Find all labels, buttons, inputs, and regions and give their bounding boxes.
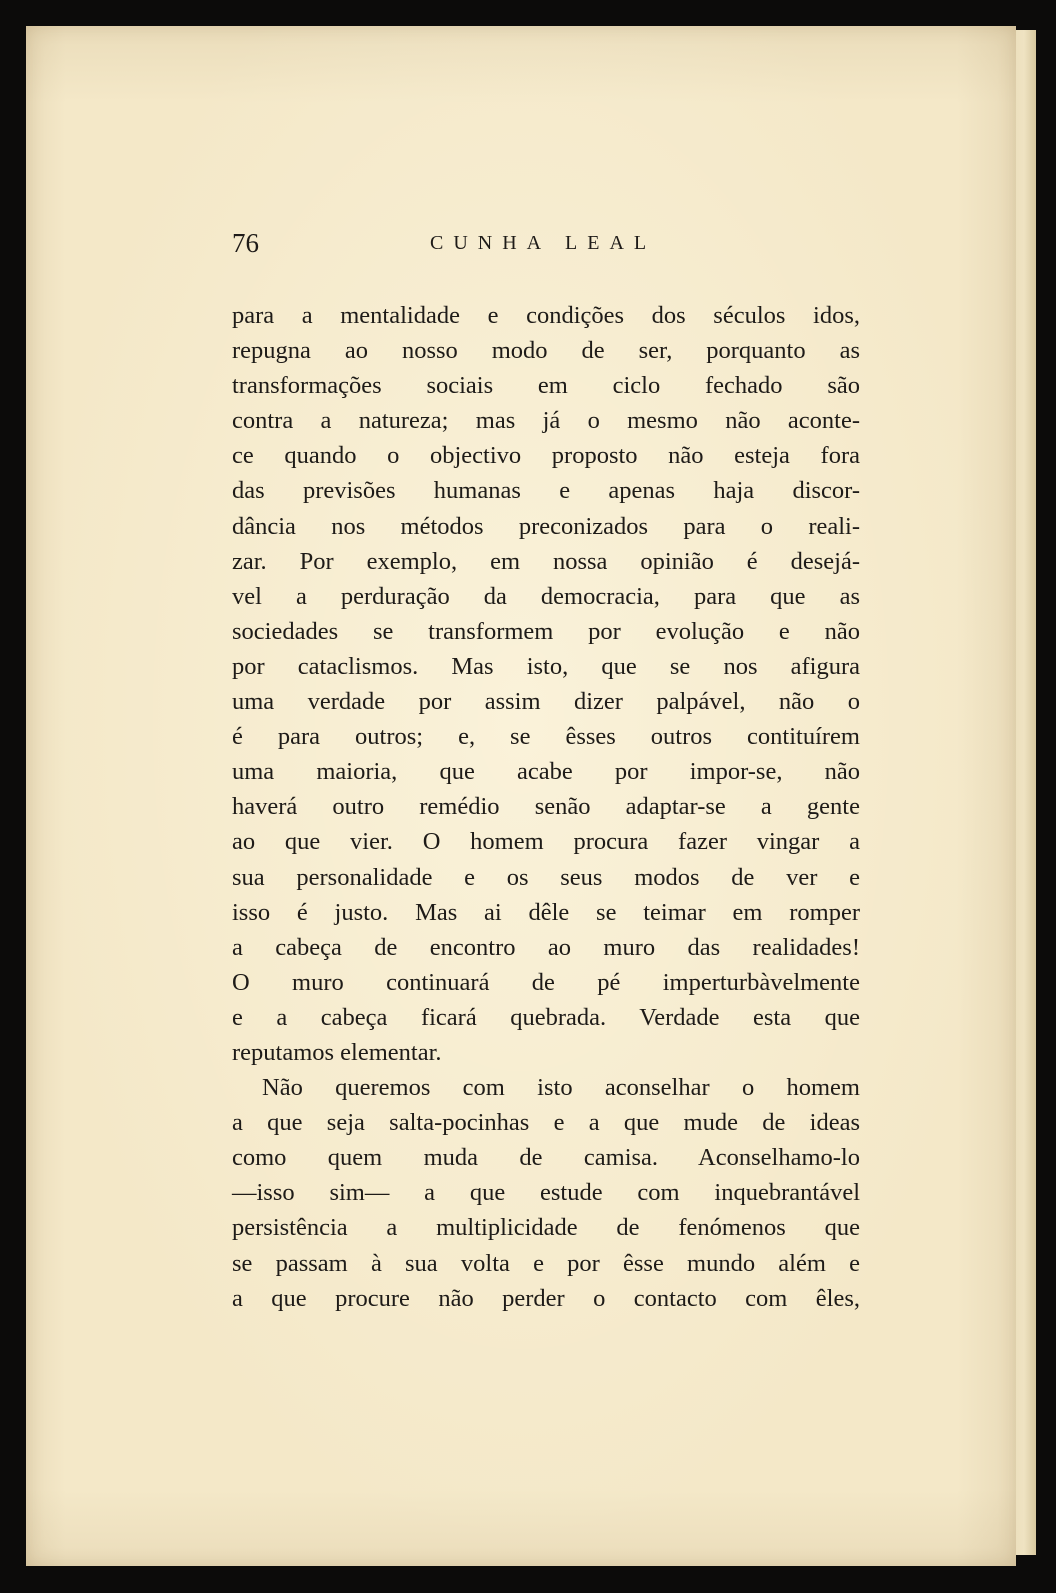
- text-line: O muro continuará de pé imperturbàvelmente: [232, 968, 860, 996]
- text-line: por cataclismos. Mas isto, que se nos afigura: [232, 652, 860, 680]
- running-head: [232, 226, 860, 266]
- text-line: repugna ao nosso modo de ser, porquanto as: [232, 337, 860, 365]
- text-line: sua personalidade e os seus modos de ver e: [232, 863, 860, 891]
- text-line: ce quando o objectivo proposto não esteja fora: [232, 442, 860, 470]
- page-number: 76: [232, 228, 259, 258]
- paragraph-start-line: Não queremos com isto aconselhar o homem: [262, 1074, 860, 1102]
- running-title: CUNHA LEAL: [430, 232, 657, 254]
- text-line: a que procure não perder o contacto com êles,: [232, 1284, 860, 1312]
- text-line: vel a perduração da democracia, para que as: [232, 582, 860, 610]
- text-line: das previsões humanas e apenas haja discor-: [232, 477, 860, 505]
- text-line: para a mentalidade e condições dos séculos idos,: [232, 302, 860, 329]
- text-line: uma maioria, que acabe por impor-se, não: [232, 758, 860, 786]
- text-line: isso é justo. Mas ai dêle se teimar em romper: [232, 898, 860, 926]
- text-line: persistência a multiplicidade de fenómenos que: [232, 1214, 860, 1242]
- text-line: a que seja salta-pocinhas e a que mude de ideas: [232, 1109, 860, 1137]
- text-line: ao que vier. O homem procura fazer vingar a: [232, 828, 860, 856]
- text-line: transformações sociais em ciclo fechado são: [232, 372, 860, 400]
- text-line: zar. Por exemplo, em nossa opinião é desejá-: [232, 547, 860, 575]
- text-line: sociedades se transformem por evolução e não: [232, 617, 860, 645]
- text-line: contra a natureza; mas já o mesmo não aconte-: [232, 407, 860, 435]
- text-line: a cabeça de encontro ao muro das realidades!: [232, 933, 860, 961]
- text-line: como quem muda de camisa. Aconselhamo-lo: [232, 1144, 860, 1172]
- text-line: dância nos métodos preconizados para o reali-: [232, 512, 860, 540]
- text-line: uma verdade por assim dizer palpável, não o: [232, 688, 860, 716]
- text-line: e a cabeça ficará quebrada. Verdade esta que: [232, 1003, 860, 1031]
- paragraph-end-line: reputamos elementar.: [232, 1038, 442, 1066]
- text-line: se passam à sua volta e por êsse mundo além e: [232, 1249, 860, 1277]
- text-line: —isso sim— a que estude com inquebrantável: [232, 1179, 860, 1207]
- body-text: [232, 298, 860, 1316]
- text-line: é para outros; e, se êsses outros contituírem: [232, 723, 860, 751]
- text-line: haverá outro remédio senão adaptar-se a gente: [232, 793, 860, 821]
